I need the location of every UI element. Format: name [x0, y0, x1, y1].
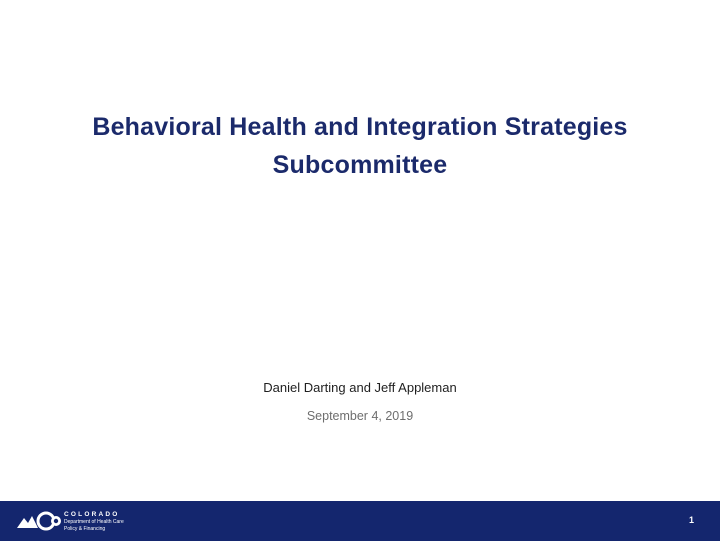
logo-department-line-1: Department of Health Care	[64, 519, 124, 525]
slide-title-line-1: Behavioral Health and Integration Strategies	[92, 113, 628, 141]
page-number: 1	[688, 515, 694, 525]
slide-title	[40, 108, 680, 184]
footer-band	[0, 501, 720, 541]
presentation-date: September 4, 2019	[306, 409, 414, 423]
colorado-logo-icon	[16, 510, 62, 532]
presenter-names: Daniel Darting and Jeff Appleman	[263, 380, 457, 395]
logo-state-name: COLORADO	[64, 511, 120, 518]
logo-department-line-2: Policy & Financing	[64, 525, 106, 532]
slide-title-line-2: Subcommittee	[272, 151, 448, 179]
logo-wordmark	[64, 510, 124, 532]
